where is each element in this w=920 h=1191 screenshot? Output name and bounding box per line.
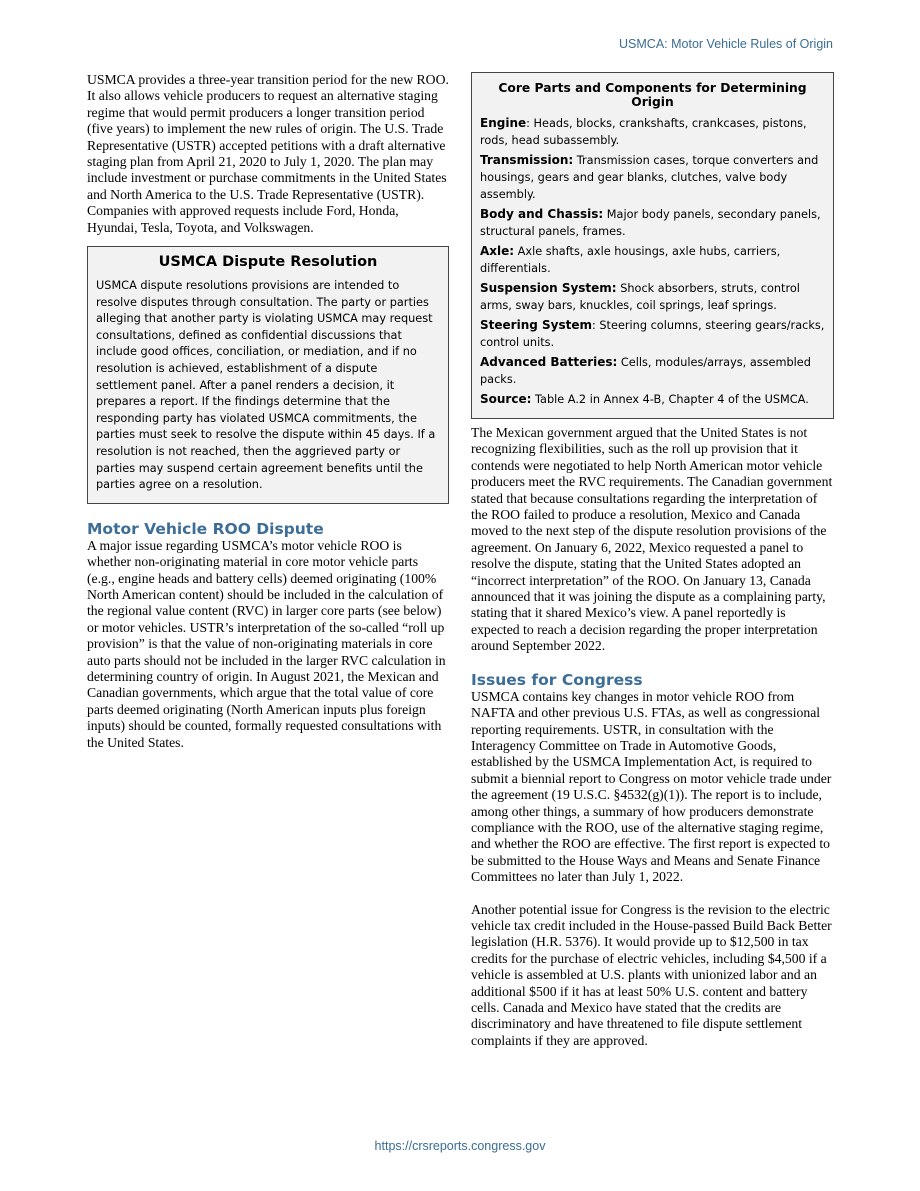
core-parts-item bbox=[480, 152, 825, 203]
core-parts-item-text: Steering columns, steering gears/racks, control units. bbox=[480, 319, 825, 349]
right-column bbox=[471, 72, 834, 1049]
core-parts-item-text: Axle shafts, axle housings, axle hubs, carriers, differentials. bbox=[480, 245, 781, 275]
core-parts-item-text: Shock absorbers, struts, control arms, sway bars, knuckles, coil springs, leaf springs. bbox=[480, 282, 800, 312]
core-parts-list bbox=[480, 115, 825, 408]
core-parts-item bbox=[480, 115, 825, 149]
roo-dispute-heading: Motor Vehicle ROO Dispute bbox=[87, 519, 324, 538]
core-parts-item-label: Suspension System: bbox=[480, 281, 617, 295]
issues-paragraph-2: Another potential issue for Congress is the revision to the electric vehicle tax credit included in the House-passed Build Back Better legislation (H.R. 5376). It would provide up to $12,500 in tax credits for the purchase of electric vehicles, including $4,500 if a vehicle is assembled at U.S. plants with unionized labor and an additional $500 if it has at least 50% U.S. content and battery cells. Canada and Mexico have stated that the credits are discriminatory and have threatened to file dispute settlement complaints if they are approved. bbox=[471, 901, 832, 1048]
core-parts-item bbox=[480, 206, 825, 240]
core-parts-box bbox=[471, 72, 834, 419]
intro-paragraph: USMCA provides a three-year transition period for the new ROO. It also allows vehicle producers to request an alternative staging regime that would permit producers a longer transition period (five years) to implement the new rules of origin. The U.S. Trade Representative (USTR) accepted petitions with a draft alternative staging plan from April 21, 2020 to July 1, 2020. The plan may include investment or purchase commitments in the United States and North America to the U.S. Trade Representative (USTR). Companies with approved requests include Ford, Honda, Hyundai, Tesla, Toyota, and Volkswagen. bbox=[87, 72, 449, 235]
core-parts-item-text: Transmission cases, torque converters and housings, gears and gear blanks, clutches, valve body assembly. bbox=[480, 154, 819, 201]
footer-url: https://crsreports.congress.gov bbox=[374, 1139, 546, 1153]
core-parts-item bbox=[480, 317, 825, 351]
core-parts-item-text: Major body panels, secondary panels, structural panels, frames. bbox=[480, 208, 821, 238]
core-parts-item bbox=[480, 391, 825, 408]
core-parts-item-label: Body and Chassis: bbox=[480, 207, 604, 221]
roo-dispute-paragraph: A major issue regarding USMCA’s motor vehicle ROO is whether non-originating material in core motor vehicle parts (e.g., engine heads and battery cells) deemed originating (100% North American content) should be included in the calculation of the regional value content (RVC) in larger core parts (see below) or motor vehicles. USTR’s interpretation of the so-called “roll up provision” is that the value of non-originating materials in core auto parts should not be included in the larger RVC calculation in determining country of origin. In August 2021, the Mexican and Canadian governments, which argue that the total value of core parts deemed originating (North American inputs plus foreign inputs) should be counted, formally requested consultations with the United States. bbox=[87, 537, 446, 750]
left-column bbox=[87, 72, 449, 751]
core-parts-item bbox=[480, 354, 825, 388]
core-parts-item-label: Transmission: bbox=[480, 153, 574, 167]
issues-heading: Issues for Congress bbox=[471, 670, 643, 689]
running-header: USMCA: Motor Vehicle Rules of Origin bbox=[619, 37, 833, 51]
core-parts-item-label: Axle: bbox=[480, 244, 515, 258]
core-parts-item-separator: : bbox=[526, 117, 534, 130]
core-parts-item bbox=[480, 280, 825, 314]
core-parts-item bbox=[480, 243, 825, 277]
core-parts-item-text: Table A.2 in Annex 4-B, Chapter 4 of the USMCA. bbox=[535, 393, 809, 406]
core-parts-item-label: Source: bbox=[480, 392, 532, 406]
core-parts-item-text: Heads, blocks, crankshafts, crankcases, pistons, rods, head subassembly. bbox=[480, 117, 807, 147]
dispute-box-title: USMCA Dispute Resolution bbox=[158, 254, 378, 271]
issues-paragraph-1: USMCA contains key changes in motor vehicle ROO from NAFTA and other previous U.S. FTAs, as well as congressional reporting requirements. USTR, in consultation with the Interagency Committee on Trade in Automotive Goods, established by the USMCA Implementation Act, is required to submit a biennial report to Congress on motor vehicle trade under the agreement (19 U.S.C. §4532(g)(1)). The report is to include, among other things, a summary of how producers demonstrate compliance with the ROO, use of the alternative staging regime, and whether the ROO are effective. The first report is expected to be submitted to the House Ways and Means and Senate Finance Committees no later than July 1, 2022. bbox=[471, 688, 832, 885]
core-parts-item-text: Cells, modules/arrays, assembled packs. bbox=[480, 356, 811, 386]
core-parts-item-separator: : bbox=[591, 319, 600, 332]
mexico-paragraph: The Mexican government argued that the United States is not recognizing flexibilities, such as the roll up provision that it contends were negotiated to help North American motor vehicle producers meet the RVC requirements. The Canadian government stated that because consultations regarding the interpretation of the ROO failed to produce a resolution, Mexico and Canada moved to the next step of the dispute resolution provisions of the agreement. On January 6, 2022, Mexico requested a panel to resolve the dispute, stating that the United States adopted an “incorrect interpretation” of the ROO. On January 13, Canada announced that it was joining the dispute as a complaining party, stating that it shared Mexico’s view. A panel reportedly is expected to reach a decision regarding the proper interpretation around September 2022. bbox=[471, 425, 833, 654]
core-parts-item-label: Advanced Batteries: bbox=[480, 355, 618, 369]
core-parts-item-label: Steering System bbox=[480, 318, 592, 332]
core-parts-title: Core Parts and Components for Determining Origin bbox=[498, 81, 807, 109]
core-parts-item-label: Engine bbox=[480, 116, 527, 130]
dispute-box-body: USMCA dispute resolutions provisions are intended to resolve disputes through consultation. The party or parties alleging that another party is violating USMCA may request consultations, defined as confidential discussions that include good offices, conciliation, or mediation, and if no resolution is achieved, establishment of a dispute settlement panel. After a panel renders a decision, it prepares a report. If the findings determine that the responding party has violated USMCA commitments, the parties must seek to resolve the dispute within 45 days. If a resolution is not reached, then the aggrieved party or parties may suspend certain agreement benefits until the parties agree on a resolution. bbox=[96, 279, 436, 492]
dispute-resolution-box bbox=[87, 246, 449, 504]
